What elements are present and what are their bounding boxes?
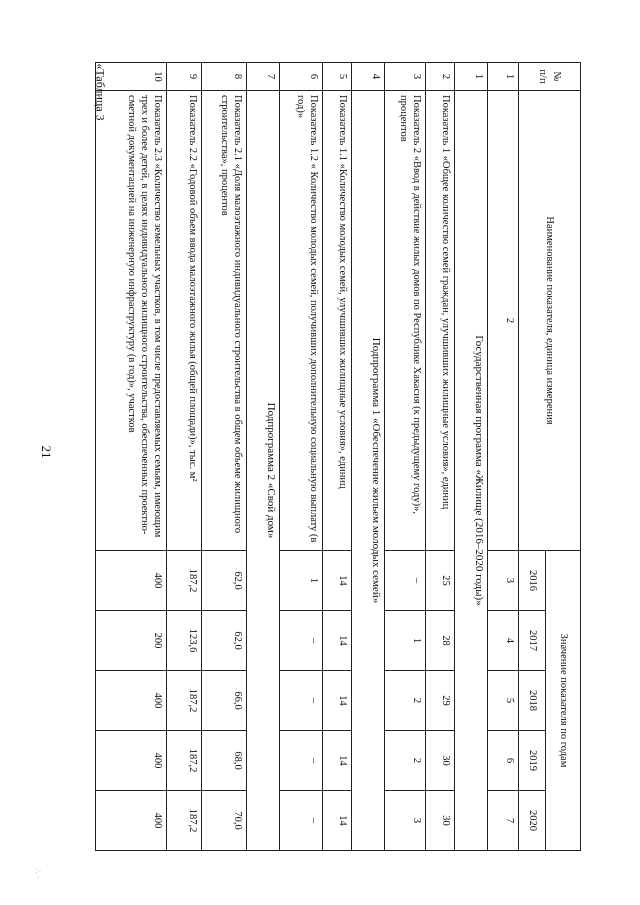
row-number: 9 [167, 63, 202, 91]
section-title: Государственная программа «Жилище (2016–2020 годы)» [455, 91, 488, 851]
value-cell: 14 [323, 791, 352, 851]
column-index: 2 [488, 91, 519, 551]
header-name: Наименование показателя, единица измерения [519, 91, 581, 551]
value-cell: – [280, 611, 323, 671]
value-cell: 66,0 [202, 671, 247, 731]
column-index: 3 [488, 551, 519, 611]
value-cell: 3 [385, 791, 426, 851]
indicator-name: Показатель 1.1 «Количество молодых семей, улучшивших жилищные условия», единиц [323, 91, 352, 551]
value-cell: – [385, 551, 426, 611]
section-row [247, 63, 280, 851]
row-number: 6 [280, 63, 323, 91]
header-year: 2020 [519, 791, 546, 851]
value-cell: 14 [323, 671, 352, 731]
header-year: 2019 [519, 731, 546, 791]
value-cell: 28 [426, 611, 455, 671]
value-cell: 30 [426, 731, 455, 791]
value-cell: 400 [96, 791, 167, 851]
value-cell: – [280, 791, 323, 851]
row-number: 2 [426, 63, 455, 91]
column-index: 5 [488, 671, 519, 731]
indicator-name: Показатель 2 «Ввод в действие жилых домов по Республике Хакасия (к предыдущему году)», процентов [385, 91, 426, 551]
value-cell: 29 [426, 671, 455, 731]
row-number: 10 [96, 63, 167, 91]
header-year: 2018 [519, 671, 546, 731]
header-num: № п/п [519, 63, 581, 91]
table-row [385, 63, 426, 851]
table-row [202, 63, 247, 851]
value-cell: 14 [323, 611, 352, 671]
column-index: 1 [488, 63, 519, 91]
value-cell: 30 [426, 791, 455, 851]
value-cell: 2 [385, 731, 426, 791]
row-number: 7 [247, 63, 280, 91]
value-cell: 25 [426, 551, 455, 611]
table-row [426, 63, 455, 851]
table-caption: «Таблица 3 [93, 63, 108, 121]
column-index: 4 [488, 611, 519, 671]
value-cell: 400 [96, 551, 167, 611]
value-cell: 70,0 [202, 791, 247, 851]
value-cell: 14 [323, 551, 352, 611]
row-number: 1 [455, 63, 488, 91]
rotated-table-container [126, 62, 581, 850]
row-number: 4 [352, 63, 385, 91]
column-index: 6 [488, 731, 519, 791]
header-values-group: Значение показателя по годам [546, 551, 581, 851]
value-cell: 187,2 [167, 671, 202, 731]
section-title: Подпрограмма 1 «Обеспечение жильем молодых семей» [352, 91, 385, 851]
table-row [167, 63, 202, 851]
section-title: Подпрограмма 2 «Свой дом» [247, 91, 280, 851]
section-row [352, 63, 385, 851]
value-cell: 187,2 [167, 551, 202, 611]
indicator-name: Показатель 1 «Общее количество семей граждан, улучшивших жилищные условия», единиц [426, 91, 455, 551]
value-cell: – [280, 671, 323, 731]
value-cell: 2 [385, 671, 426, 731]
value-cell: – [280, 731, 323, 791]
indicator-name: Показатель 2.2 «Годовой объем ввода малоэтажного жилья (общей площади)», тыс. м² [167, 91, 202, 551]
value-cell: 14 [323, 731, 352, 791]
indicator-name: Показатель 2.3 «Количество земельных участков, в том числе предоставляемых семьям, имеющим трех и более детей, в целях индивидуального жилищного строительства, обеспеченных проектно-сметной документацией на инженерную инфраструктуру (в год)», участков [96, 91, 167, 551]
page-number: 21 [39, 445, 54, 459]
scan-artifact: ∴ · [32, 868, 43, 879]
value-cell: 68,0 [202, 731, 247, 791]
section-row [455, 63, 488, 851]
indicator-name: Показатель 1.2 « Количество молодых семей, получивших дополнительную социальную выплату (в год)» [280, 91, 323, 551]
column-index: 7 [488, 791, 519, 851]
table-row [323, 63, 352, 851]
row-number: 5 [323, 63, 352, 91]
header-row-main [546, 63, 581, 851]
row-number: 3 [385, 63, 426, 91]
column-index-row [488, 63, 519, 851]
value-cell: 400 [96, 671, 167, 731]
indicator-name: Показатель 2.1 «Доля малоэтажного индивидуального строительства в общем объеме жилищного строительства», процентов [202, 91, 247, 551]
value-cell: 187,2 [167, 731, 202, 791]
value-cell: 187,2 [167, 791, 202, 851]
header-year: 2016 [519, 551, 546, 611]
value-cell: 1 [280, 551, 323, 611]
table-row [280, 63, 323, 851]
row-number: 8 [202, 63, 247, 91]
table-row [96, 63, 167, 851]
value-cell: 123,6 [167, 611, 202, 671]
header-year: 2017 [519, 611, 546, 671]
indicator-table [95, 62, 581, 851]
value-cell: 62,0 [202, 611, 247, 671]
value-cell: 200 [96, 611, 167, 671]
value-cell: 62,0 [202, 551, 247, 611]
value-cell: 1 [385, 611, 426, 671]
value-cell: 400 [96, 731, 167, 791]
